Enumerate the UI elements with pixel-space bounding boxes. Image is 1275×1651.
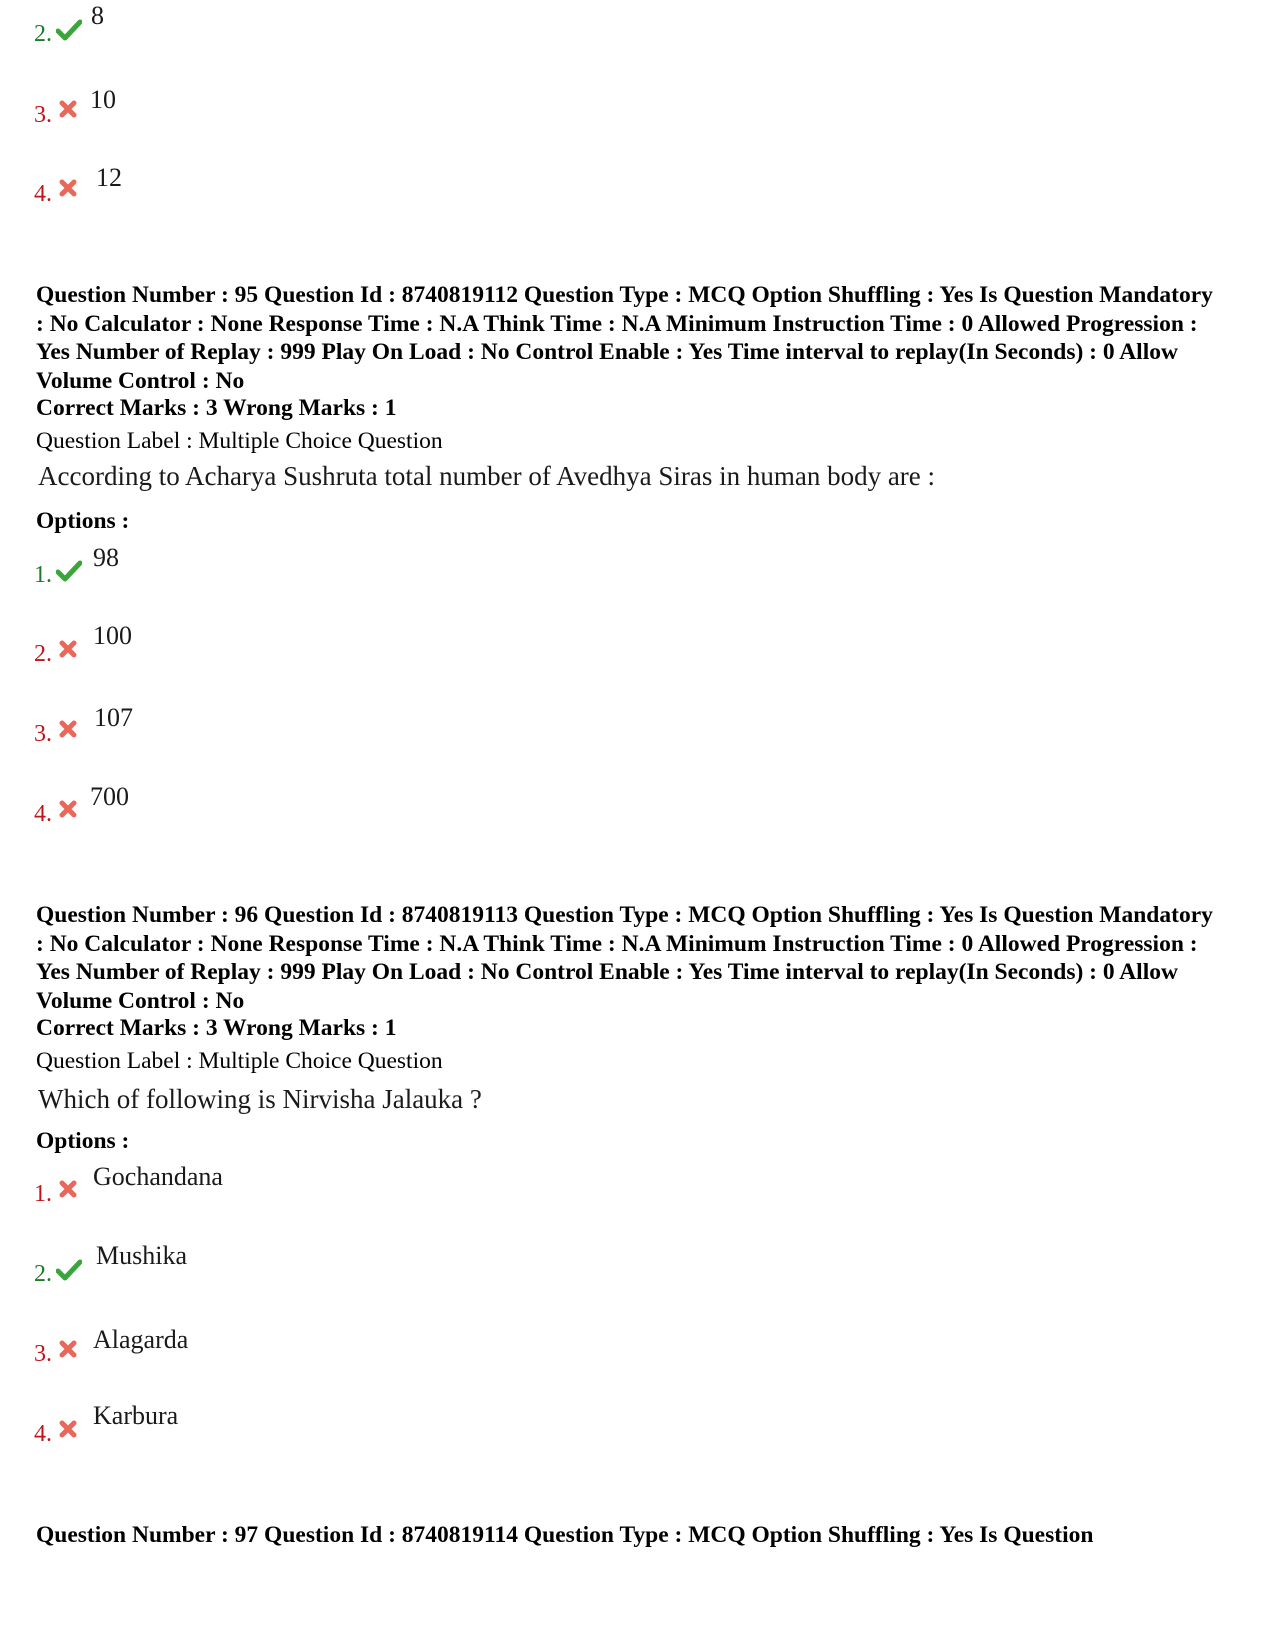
option-number: 4. [34, 1421, 52, 1447]
option-text: Gochandana [93, 1162, 223, 1191]
cross-icon [58, 99, 84, 121]
option-text: 12 [96, 163, 122, 192]
option-number: 1. [34, 1181, 52, 1207]
option-text: Mushika [96, 1241, 187, 1270]
option-number: 4. [34, 181, 52, 207]
options-heading: Options : [36, 508, 130, 534]
option-text: Karbura [93, 1401, 179, 1430]
cross-icon [58, 639, 84, 661]
option-number: 3. [34, 1341, 52, 1367]
option-text: 10 [90, 85, 116, 114]
cross-icon [58, 719, 84, 741]
cross-icon [58, 1179, 84, 1201]
option-text: 98 [93, 543, 119, 572]
question-marks: Correct Marks : 3 Wrong Marks : 1 [36, 395, 397, 421]
cross-icon [58, 1339, 84, 1361]
check-icon [56, 1259, 82, 1281]
option-text: 107 [94, 703, 133, 732]
question-text: Which of following is Nirvisha Jalauka ? [38, 1084, 482, 1114]
question-label: Question Label : Multiple Choice Question [36, 1048, 443, 1074]
check-icon [56, 19, 82, 41]
question-meta: Question Number : 96 Question Id : 8740819113 Question Type : MCQ Option Shuffling : Yes Is Question Mandatory : No Calculator : None Response Time : N.A Think Time : N.A Minimum Instruction Time : 0 Allowed Progression : Yes Number of Replay : 999 Play On Load : No Control Enable : Yes Time interval to replay(In Seconds) : 0 Allow Volume Control : No [36, 902, 1213, 1014]
question-text: According to Acharya Sushruta total number of Avedhya Siras in human body are : [38, 461, 936, 491]
question-meta: Question Number : 97 Question Id : 8740819114 Question Type : MCQ Option Shuffling : Yes Is Question [36, 1522, 1094, 1548]
cross-icon [58, 178, 84, 200]
option-number: 2. [34, 1261, 52, 1287]
option-number: 2. [34, 641, 52, 667]
cross-icon [58, 1419, 84, 1441]
option-text: 8 [91, 1, 104, 30]
option-text: Alagarda [93, 1325, 189, 1354]
check-icon [56, 560, 82, 582]
options-heading: Options : [36, 1128, 130, 1154]
option-number: 3. [34, 102, 52, 128]
cross-icon [58, 799, 84, 821]
question-marks: Correct Marks : 3 Wrong Marks : 1 [36, 1015, 397, 1041]
option-number: 1. [34, 562, 52, 588]
option-text: 700 [90, 782, 129, 811]
option-text: 100 [93, 621, 132, 650]
question-label: Question Label : Multiple Choice Question [36, 428, 443, 454]
question-meta: Question Number : 95 Question Id : 8740819112 Question Type : MCQ Option Shuffling : Yes Is Question Mandatory : No Calculator : None Response Time : N.A Think Time : N.A Minimum Instruction Time : 0 Allowed Progression : Yes Number of Replay : 999 Play On Load : No Control Enable : Yes Time interval to replay(In Seconds) : 0 Allow Volume Control : No [36, 282, 1213, 394]
option-number: 2. [34, 21, 52, 47]
option-number: 3. [34, 721, 52, 747]
option-number: 4. [34, 801, 52, 827]
